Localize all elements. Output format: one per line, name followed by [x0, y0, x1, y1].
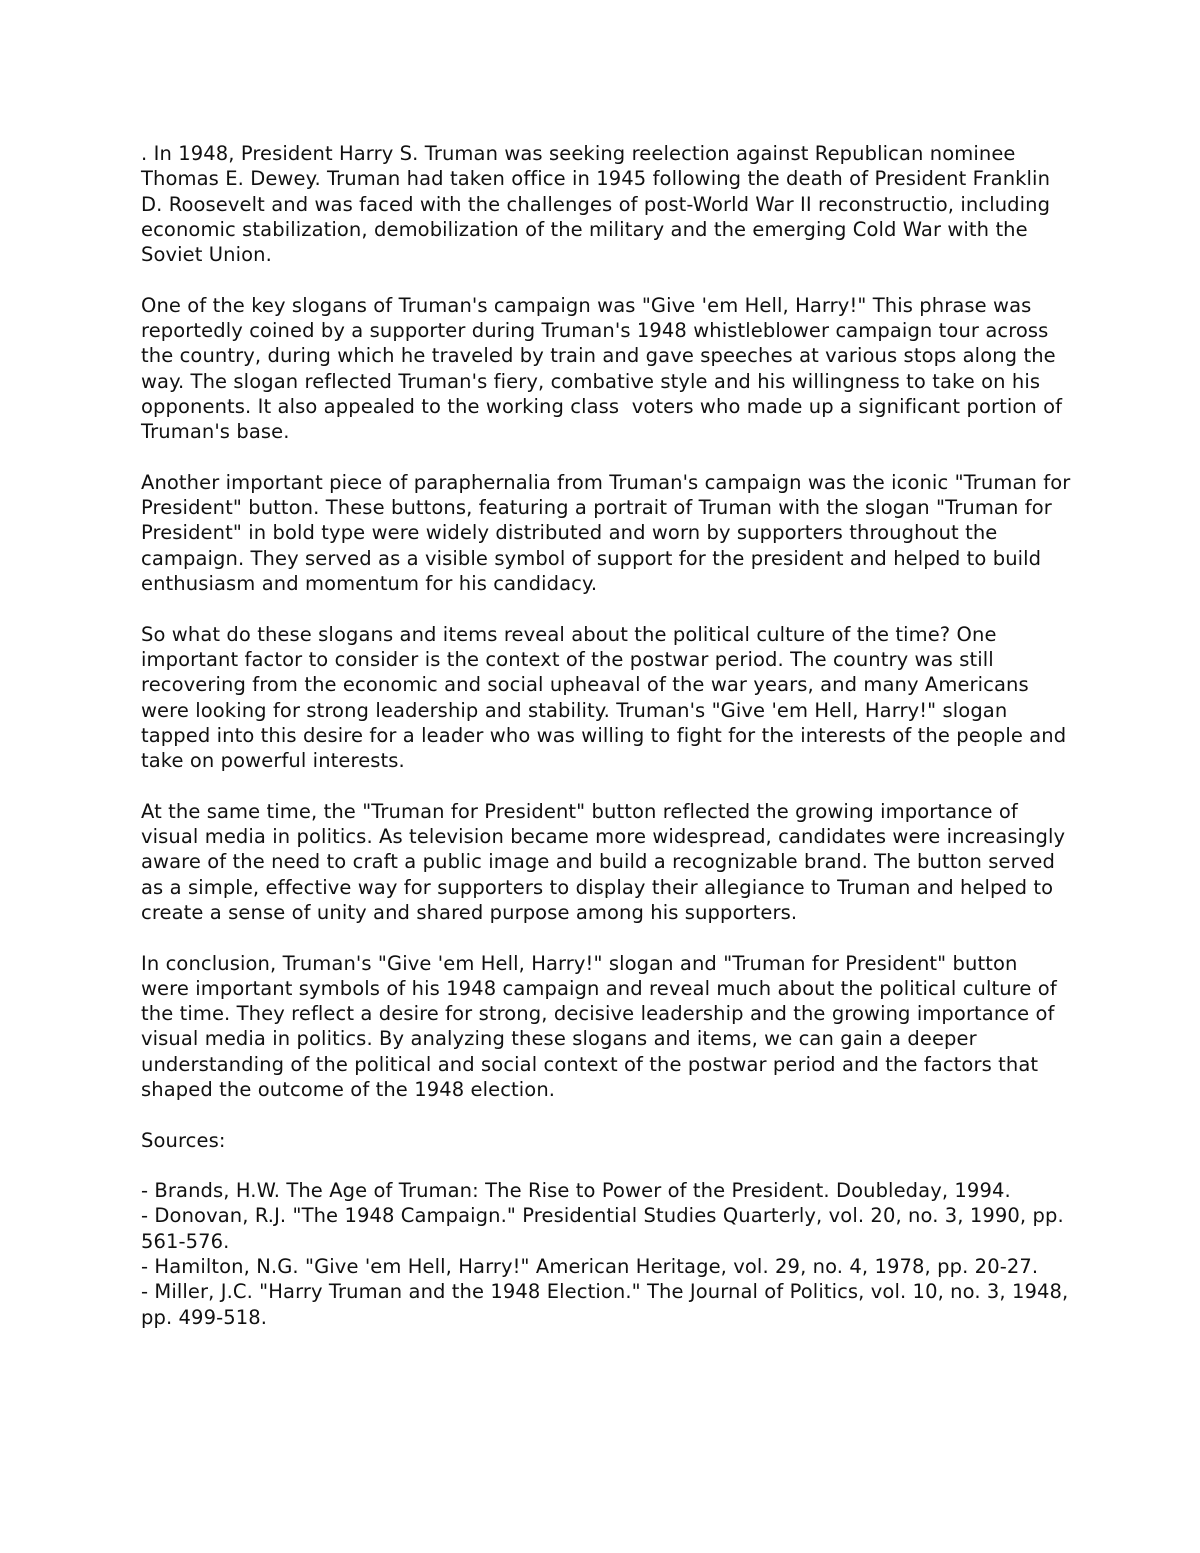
paragraph-conclusion: In conclusion, Truman's "Give 'em Hell, Harry!" slogan and "Truman for President" button were important symbols of his 1948 campaign and reveal much about the political culture of the time. They reflect a desire for strong, decisive leadership and the growing importance of visual media in politics. By analyzing these slogans and items, we can gain a deeper understanding of the political and social context of the postwar period and the factors that shaped the outcome of the 1948 election. — [141, 951, 1064, 1101]
source-item: - Donovan, R.J. "The 1948 Campaign." Presidential Studies Quarterly, vol. 20, no. 3, 1990, pp. 561-576. — [141, 1204, 1064, 1253]
source-item: - Miller, J.C. "Harry Truman and the 1948 Election." The Journal of Politics, vol. 10, no. 3, 1948, pp. 499-518. — [141, 1280, 1069, 1329]
source-item: - Hamilton, N.G. "Give 'em Hell, Harry!" American Heritage, vol. 29, no. 4, 1978, pp. 20-27. — [141, 1255, 1039, 1279]
paragraph-slogan: One of the key slogans of Truman's campaign was "Give 'em Hell, Harry!" This phrase was reportedly coined by a supporter during Truman's 1948 whistleblower campaign tour across the country, during which he traveled by train and gave speeches at various stops along the way. The slogan reflected Truman's fiery, combative style and his willingness to take on his opponents. It also appealed to the working class voters who made up a significant portion of Truman's base. — [141, 293, 1069, 444]
paragraph-visual-media: At the same time, the "Truman for President" button reflected the growing importance of visual media in politics. As television became more widespread, candidates were increasingly aware of the need to craft a public image and build a recognizable brand. The button served as a simple, effective way for supporters to display their allegiance to Truman and helped to create a sense of unity and shared purpose among his supporters. — [141, 799, 1072, 924]
source-item: - Brands, H.W. The Age of Truman: The Rise to Power of the President. Doubleday, 1994. — [141, 1179, 1011, 1203]
paragraph-introduction: . In 1948, President Harry S. Truman was seeking reelection against Republican nominee Thomas E. Dewey. Truman had taken office in 1945 following the death of President Franklin D. Roosevelt and was faced with the challenges of post-World War II reconstructio, including economic stabilization, demobilization of the military and the emerging Cold War with the Soviet Union. — [141, 142, 1057, 267]
paragraph-button: Another important piece of paraphernalia from Truman's campaign was the iconic "Truman for President" button. These buttons, featuring a portrait of Truman with the slogan "Truman for President" in bold type were widely distributed and worn by supporters throughout the campaign. They served as a visible symbol of support for the president and helped to build enthusiasm and momentum for his candidacy. — [141, 470, 1077, 596]
sources-list — [141, 1178, 1071, 1330]
sources-heading: Sources: — [141, 1128, 226, 1152]
paragraph-political-culture: So what do these slogans and items reveal about the political culture of the time? One important factor to consider is the context of the postwar period. The country was still recovering from the economic and social upheaval of the war years, and many Americans were looking for strong leadership and stability. Truman's "Give 'em Hell, Harry!" slogan tapped into this desire for a leader who was willing to fight for the interests of the people and take on powerful interests. — [141, 622, 1073, 773]
document-page — [141, 141, 1077, 1330]
